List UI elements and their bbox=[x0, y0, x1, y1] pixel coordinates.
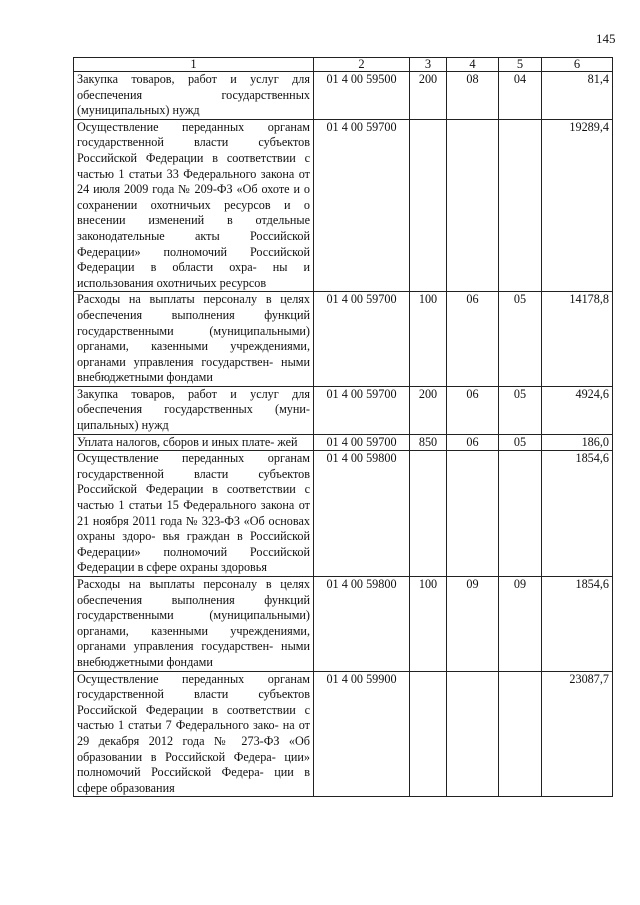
row-expense-type bbox=[410, 119, 447, 292]
row-name-line: органами управления государствен- bbox=[77, 639, 274, 654]
table-row bbox=[74, 671, 613, 797]
row-name-line: Закупка товаров, работ и услуг для bbox=[77, 386, 310, 401]
row-subsection: 04 bbox=[499, 72, 542, 120]
row-name-line: Российской Федерации в соответствии bbox=[77, 702, 296, 717]
column-header: 2 bbox=[314, 58, 410, 72]
row-name-line: Закупка товаров, работ и услуг bbox=[77, 72, 279, 86]
row-name-line: ресурсов bbox=[219, 275, 267, 290]
row-section: 06 bbox=[447, 292, 499, 387]
row-name-line: обеспечения выполнения функций bbox=[77, 592, 310, 607]
row-name-line: Уплата налогов, сборов и иных плате- bbox=[77, 434, 275, 449]
table-row bbox=[74, 119, 613, 292]
row-name-line: обеспечения выполнения функций bbox=[77, 307, 310, 322]
row-name-line: государственными (муниципальными) bbox=[77, 323, 310, 338]
row-name-line: Расходы на выплаты персоналу в целях bbox=[77, 292, 310, 307]
row-name-line: на от 29 декабря 2012 года № 273-ФЗ bbox=[77, 718, 310, 748]
row-section: 06 bbox=[447, 434, 499, 451]
row-name-line: Российской Федерации в области охра- bbox=[77, 244, 310, 275]
row-section: 06 bbox=[447, 386, 499, 434]
table-row bbox=[74, 577, 613, 672]
row-name-line: органами, казенными учреждениями, bbox=[77, 623, 310, 638]
row-amount: 186,0 bbox=[542, 434, 613, 451]
row-name-line: с частью 1 статьи 15 Федерального bbox=[77, 482, 310, 513]
row-name-line: ными внебюджетными фондами bbox=[77, 639, 310, 669]
row-name-line: Российской Федерации в соответствии bbox=[77, 150, 296, 165]
row-section bbox=[447, 671, 499, 797]
row-expense-type bbox=[410, 671, 447, 797]
row-subsection bbox=[499, 119, 542, 292]
row-name-line: государственной власти субъектов bbox=[77, 135, 310, 150]
column-header: 3 bbox=[410, 58, 447, 72]
row-code: 01 4 00 59700 bbox=[314, 292, 410, 387]
row-subsection bbox=[499, 671, 542, 797]
row-name bbox=[74, 451, 314, 577]
row-name-line: закона от 21 ноября 2011 года bbox=[77, 498, 310, 528]
row-name-line: органами, казенными учреждениями, bbox=[77, 339, 310, 354]
column-header: 1 bbox=[74, 58, 314, 72]
row-section bbox=[447, 119, 499, 292]
row-subsection: 05 bbox=[499, 434, 542, 451]
row-name bbox=[74, 292, 314, 387]
row-amount: 1854,6 bbox=[542, 451, 613, 577]
row-code: 01 4 00 59900 bbox=[314, 671, 410, 797]
row-amount: 1854,6 bbox=[542, 577, 613, 672]
table-row bbox=[74, 434, 613, 451]
page-number: 145 bbox=[596, 31, 616, 46]
row-name-line: вья граждан в Российской Федерации» bbox=[77, 529, 311, 559]
budget-table bbox=[73, 57, 613, 797]
row-name-line: для обеспечения государственных bbox=[77, 72, 310, 102]
row-name bbox=[74, 119, 314, 292]
row-name-line: с частью 1 статьи 33 Федерального bbox=[77, 150, 310, 181]
row-name-line: (муниципальных) нужд bbox=[77, 103, 200, 118]
row-amount: 23087,7 bbox=[542, 671, 613, 797]
table-row bbox=[74, 72, 613, 120]
row-subsection: 05 bbox=[499, 386, 542, 434]
table-row bbox=[74, 292, 613, 387]
table-row bbox=[74, 451, 613, 577]
row-name-line: Российской Федерации» полномочий bbox=[77, 228, 311, 259]
row-name-line: ными внебюджетными фондами bbox=[77, 354, 310, 385]
row-name-line: ции» полномочий Российской Федера- bbox=[77, 749, 310, 780]
row-code: 01 4 00 59700 bbox=[314, 434, 410, 451]
row-name-line: Осуществление переданных органам bbox=[77, 671, 310, 686]
row-code: 01 4 00 59500 bbox=[314, 72, 410, 120]
row-name-line: в сфере охраны здоровья bbox=[137, 560, 267, 575]
row-name-line: отдельные законодательные акты bbox=[77, 213, 310, 243]
row-name-line: государственной власти субъектов bbox=[77, 687, 310, 702]
row-name-line: ции в сфере образования bbox=[77, 765, 311, 795]
row-code: 01 4 00 59700 bbox=[314, 119, 410, 292]
column-header: 6 bbox=[542, 58, 613, 72]
row-subsection bbox=[499, 451, 542, 577]
row-name bbox=[74, 434, 314, 451]
row-name-line: № 323-ФЗ «Об основах охраны здоро- bbox=[77, 513, 310, 544]
row-expense-type: 100 bbox=[410, 577, 447, 672]
row-name-line: обеспечения государственных (муни- bbox=[77, 402, 310, 417]
row-expense-type: 200 bbox=[410, 386, 447, 434]
row-amount: 19289,4 bbox=[542, 119, 613, 292]
row-name-line: с частью 1 статьи 7 Федерального зако- bbox=[77, 702, 310, 733]
row-name-line: «Об охоте и о сохранении охотничьих bbox=[77, 182, 310, 212]
row-name-line: органами управления государствен- bbox=[77, 354, 274, 369]
row-expense-type: 200 bbox=[410, 72, 447, 120]
column-header: 4 bbox=[447, 58, 499, 72]
table-header-row bbox=[74, 58, 613, 72]
row-subsection: 05 bbox=[499, 292, 542, 387]
row-name-line: Осуществление переданных органам bbox=[77, 119, 310, 134]
row-code: 01 4 00 59700 bbox=[314, 386, 410, 434]
row-name-line: «Об образовании в Российской Федера- bbox=[77, 733, 311, 764]
row-name-line: закона от 24 июля 2009 года № 209-ФЗ bbox=[77, 166, 310, 197]
row-name bbox=[74, 386, 314, 434]
row-subsection: 09 bbox=[499, 577, 542, 672]
row-code: 01 4 00 59800 bbox=[314, 451, 410, 577]
row-amount: 4924,6 bbox=[542, 386, 613, 434]
table-row bbox=[74, 386, 613, 434]
row-name bbox=[74, 72, 314, 120]
row-name-line: Российской Федерации в соответствии bbox=[77, 482, 296, 497]
column-header: 5 bbox=[499, 58, 542, 72]
row-name-line: государственными (муниципальными) bbox=[77, 608, 310, 623]
row-expense-type bbox=[410, 451, 447, 577]
row-name bbox=[74, 671, 314, 797]
row-section: 09 bbox=[447, 577, 499, 672]
row-section: 08 bbox=[447, 72, 499, 120]
row-expense-type: 850 bbox=[410, 434, 447, 451]
row-name bbox=[74, 577, 314, 672]
row-name-line: Осуществление переданных органам bbox=[77, 451, 310, 466]
row-amount: 81,4 bbox=[542, 72, 613, 120]
row-name-line: ципальных) нужд bbox=[77, 418, 169, 433]
row-code: 01 4 00 59800 bbox=[314, 577, 410, 672]
row-name-line: ны и использования охотничьих bbox=[77, 260, 311, 290]
row-name-line: Расходы на выплаты персоналу в целях bbox=[77, 577, 310, 591]
row-name-line: ресурсов и о внесении изменений в bbox=[77, 197, 310, 228]
row-name-line: полномочий Российской Федерации bbox=[77, 544, 310, 575]
row-expense-type: 100 bbox=[410, 292, 447, 387]
row-name-line: жей bbox=[277, 434, 298, 449]
row-section bbox=[447, 451, 499, 577]
row-name-line: государственной власти субъектов bbox=[77, 466, 310, 481]
row-amount: 14178,8 bbox=[542, 292, 613, 387]
